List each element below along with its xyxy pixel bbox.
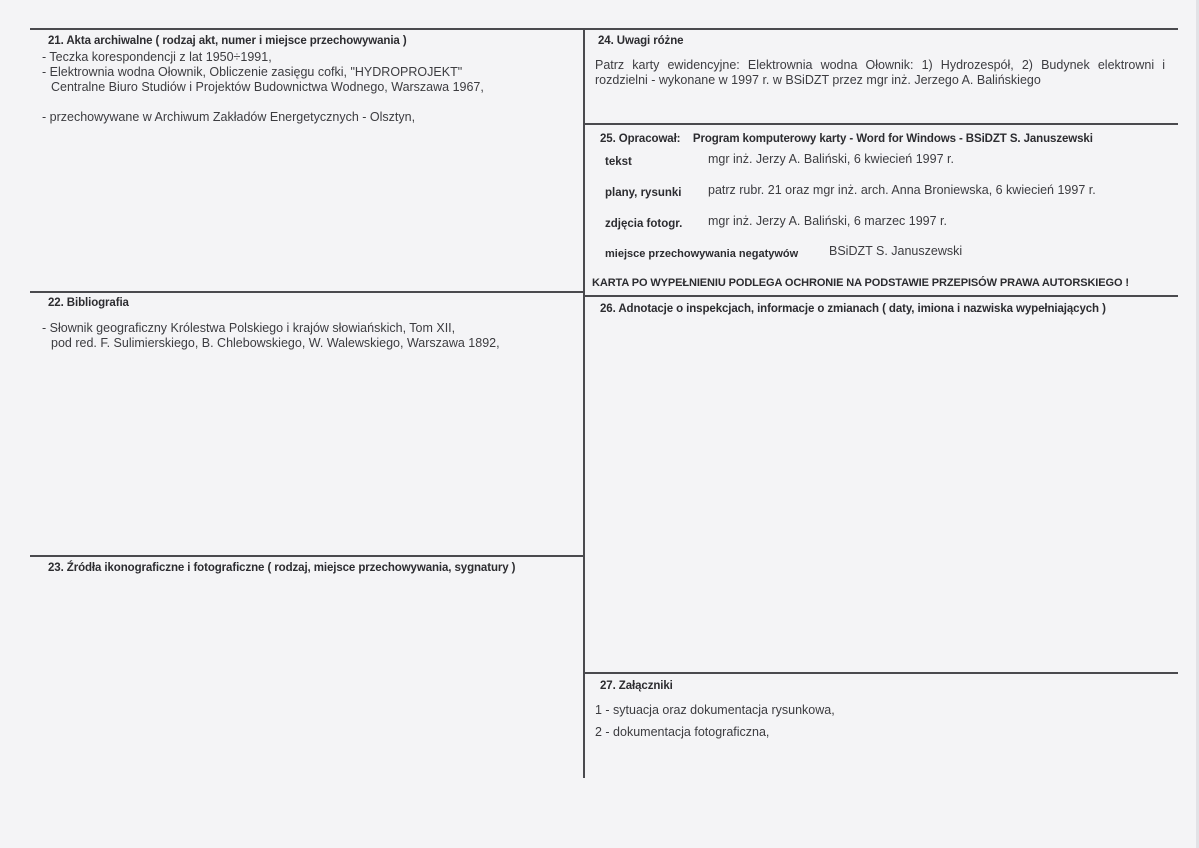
divider-22-23: [30, 555, 584, 557]
author-row-text: [605, 152, 954, 170]
section-24-content: [595, 58, 1165, 88]
section-27-content: [595, 699, 835, 743]
section-24-remarks: [598, 35, 683, 47]
divider-24-25: [583, 123, 1178, 125]
column-divider: [583, 28, 585, 778]
attachment-item: 2 - dokumentacja fotograficzna,: [595, 725, 770, 739]
copyright-notice: [592, 273, 1129, 291]
author-row-value: patrz rubr. 21 oraz mgr inż. arch. Anna Broniewska, 6 kwiecień 1997 r.: [708, 183, 1096, 197]
section-26-inspection-notes: [600, 303, 1106, 315]
bibliography-item-continuation: pod red. F. Sulimierskiego, B. Chlebowskiego, W. Walewskiego, Warszawa 1892,: [51, 336, 500, 350]
divider-21-22: [30, 291, 584, 293]
top-border-line: [30, 28, 1178, 30]
archival-item: - Teczka korespondencji z lat 1950÷1991,: [42, 50, 272, 64]
section-21-content: [42, 50, 484, 125]
remarks-text: Patrz karty ewidencyjne: Elektrownia wodna Ołownik: 1) Hydrozespół, 2) Budynek elektrowni i rozdzielni - wykonane w 1997 r. w BSiDZT przez mgr inż. Jerzego A. Balińskiego: [595, 58, 1165, 87]
section-22-bibliography: [48, 297, 129, 309]
author-row-photos: [605, 214, 947, 232]
author-row-label: tekst: [605, 156, 632, 168]
archival-item: - przechowywane w Archiwum Zakładów Energetycznych - Olsztyn,: [42, 110, 416, 124]
section-25-header: [600, 129, 1093, 147]
archival-item: - Elektrownia wodna Ołownik, Obliczenie zasięgu cofki, "HYDROPROJEKT": [42, 65, 463, 79]
author-row-value: mgr inż. Jerzy A. Baliński, 6 marzec 1997 r.: [708, 214, 947, 228]
archival-item-continuation: Centralne Biuro Studiów i Projektów Budownictwa Wodnego, Warszawa 1967,: [51, 80, 484, 94]
section-23-title: 23. Źródła ikonograficzne i fotograficzne ( rodzaj, miejsce przechowywania, sygnatury ): [48, 562, 516, 574]
section-26-title: 26. Adnotacje o inspekcjach, informacje o zmianach ( daty, imiona i nazwiska wypełniających ): [600, 303, 1106, 315]
section-24-title: 24. Uwagi różne: [598, 35, 684, 47]
section-25-title: 25. Opracował:: [600, 133, 681, 145]
divider-25-26: [583, 295, 1178, 297]
author-row-value: mgr inż. Jerzy A. Baliński, 6 kwiecień 1997 r.: [708, 152, 954, 166]
bibliography-item: - Słownik geograficzny Królestwa Polskiego i krajów słowiańskich, Tom XII,: [42, 321, 456, 335]
section-21-title: 21. Akta archiwalne ( rodzaj akt, numer i miejsce przechowywania ): [48, 35, 407, 47]
author-row-negatives: [605, 244, 963, 262]
author-row-value: BSiDZT S. Januszewski: [829, 244, 963, 258]
section-22-content: [42, 321, 500, 351]
author-row-label: plany, rysunki: [605, 187, 682, 199]
section-21-archival-files: [48, 35, 407, 47]
author-row-label: zdjęcia fotogr.: [605, 218, 683, 230]
section-22-title: 22. Bibliografia: [48, 297, 129, 309]
section-27-attachments: [600, 680, 673, 692]
attachment-item: 1 - sytuacja oraz dokumentacja rysunkowa,: [595, 703, 835, 717]
copyright-notice-text: KARTA PO WYPEŁNIENIU PODLEGA OCHRONIE NA PODSTAWIE PRZEPISÓW PRAWA AUTORSKIEGO !: [592, 277, 1129, 289]
author-row-plans: [605, 183, 1096, 201]
divider-26-27: [583, 672, 1178, 674]
section-27-title: 27. Załączniki: [600, 680, 673, 692]
section-23-iconographic-sources: [48, 562, 515, 574]
program-info: Program komputerowy karty - Word for Windows - BSiDZT S. Januszewski: [692, 133, 1093, 145]
author-row-label: miejsce przechowywania negatywów: [605, 248, 799, 260]
